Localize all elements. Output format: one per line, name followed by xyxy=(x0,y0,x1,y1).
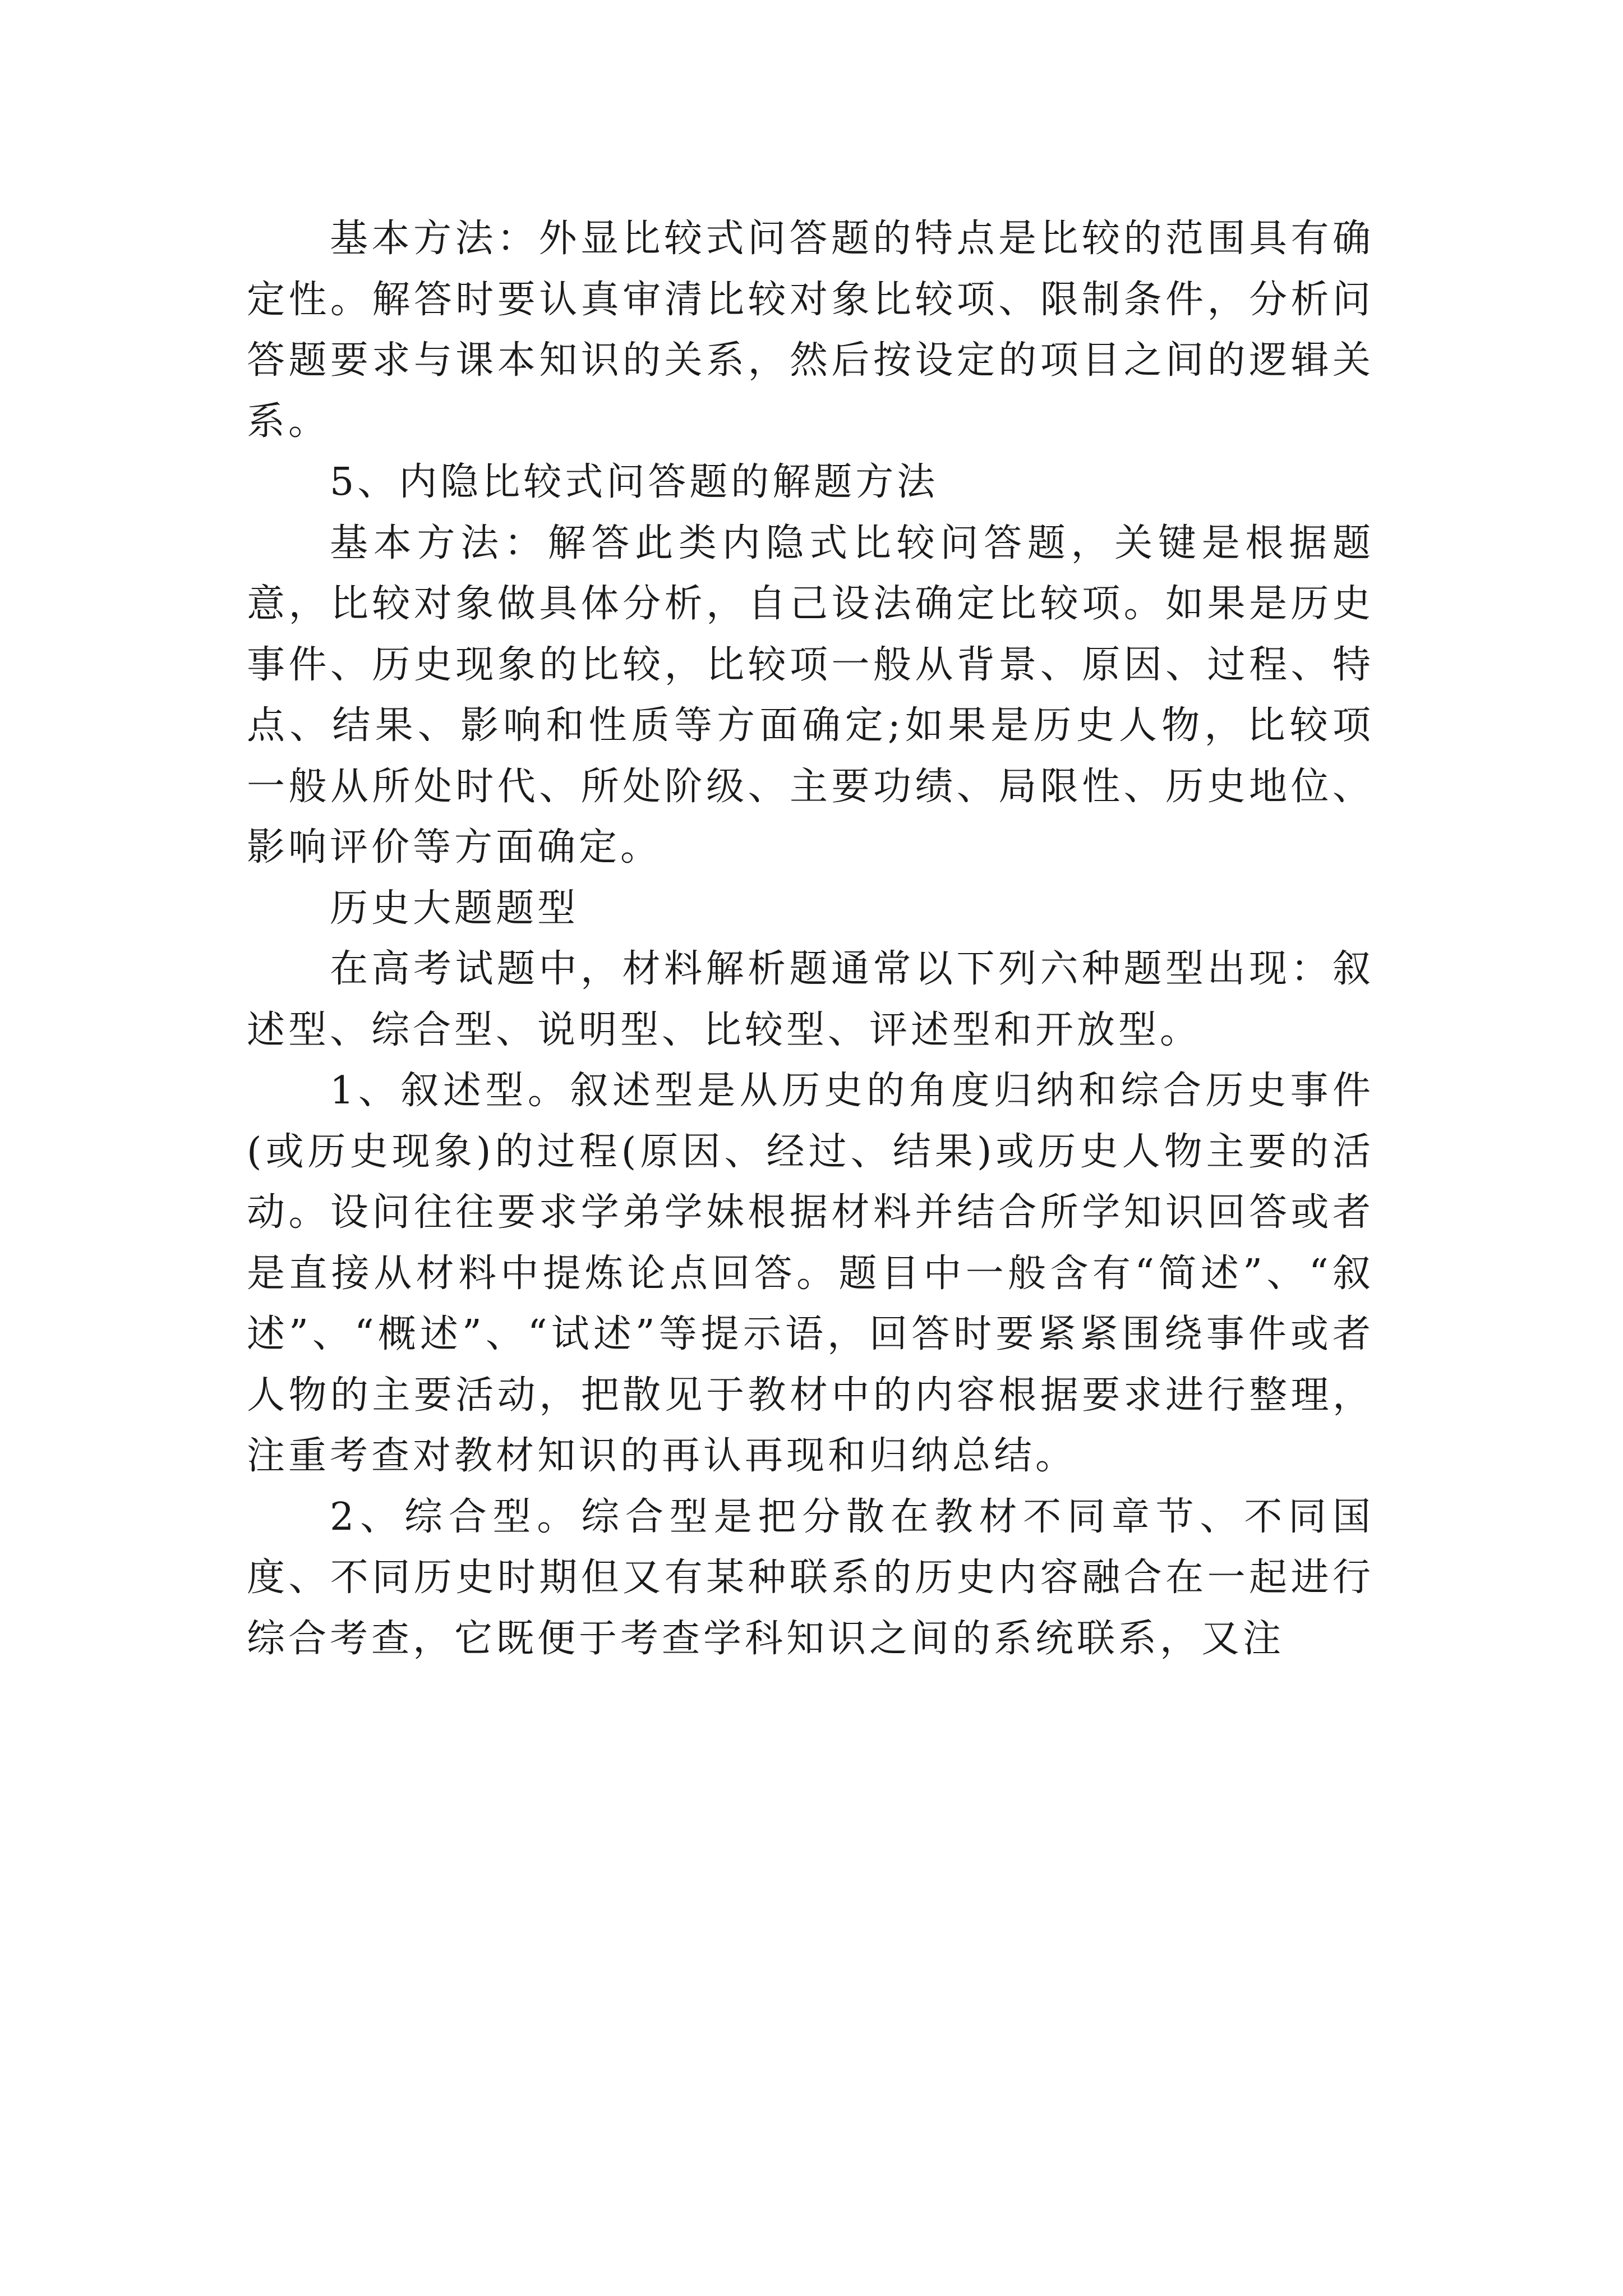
paragraph-external-comparison-method: 基本方法：外显比较式问答题的特点是比较的范围具有确定性。解答时要认真审清比较对象比较项、限制条件，分析问答题要求与课本知识的关系，然后按设定的项目之间的逻辑关系。 xyxy=(247,217,1374,444)
paragraph-narrative-type: 1、叙述型。叙述型是从历史的角度归纳和综合历史事件(或历史现象)的过程(原因、经过、结果)或历史人物主要的活动。设问往往要求学弟学妹根据材料并结合所学知识回答或者是直接从材料中提炼论点回答。题目中一般含有“简述”、“叙述”、“概述”、“试述”等提示语，回答时要紧紧围绕事件或者人物的主要活动，把散见于教材中的内容根据要求进行整理，注重考查对教材知识的再认再现和归纳总结。 xyxy=(247,1069,1374,1478)
heading-implicit-comparison: 5、内隐比较式问答题的解题方法 xyxy=(330,460,939,504)
paragraph-comprehensive-type: 2、综合型。综合型是把分散在教材不同章节、不同国度、不同历史时期但又有某种联系的历史内容融合在一起进行综合考查，它既便于考查学科知识之间的系统联系，又注 xyxy=(247,1494,1374,1661)
paragraph-implicit-comparison-method: 基本方法：解答此类内隐式比较问答题，关键是根据题意，比较对象做具体分析，自己设法确定比较项。如果是历史事件、历史现象的比较，比较项一般从背景、原因、过程、特点、结果、影响和性质等方面确定;如果是历史人物，比较项一般从所处时代、所处阶级、主要功绩、局限性、历史地位、影响评价等方面确定。 xyxy=(247,521,1374,869)
heading-history-question-types: 历史大题题型 xyxy=(330,886,579,931)
document-body xyxy=(247,209,1374,1669)
paragraph-six-question-types: 在高考试题中，材料解析题通常以下列六种题型出现：叙述型、综合型、说明型、比较型、评述型和开放型。 xyxy=(247,947,1374,1052)
